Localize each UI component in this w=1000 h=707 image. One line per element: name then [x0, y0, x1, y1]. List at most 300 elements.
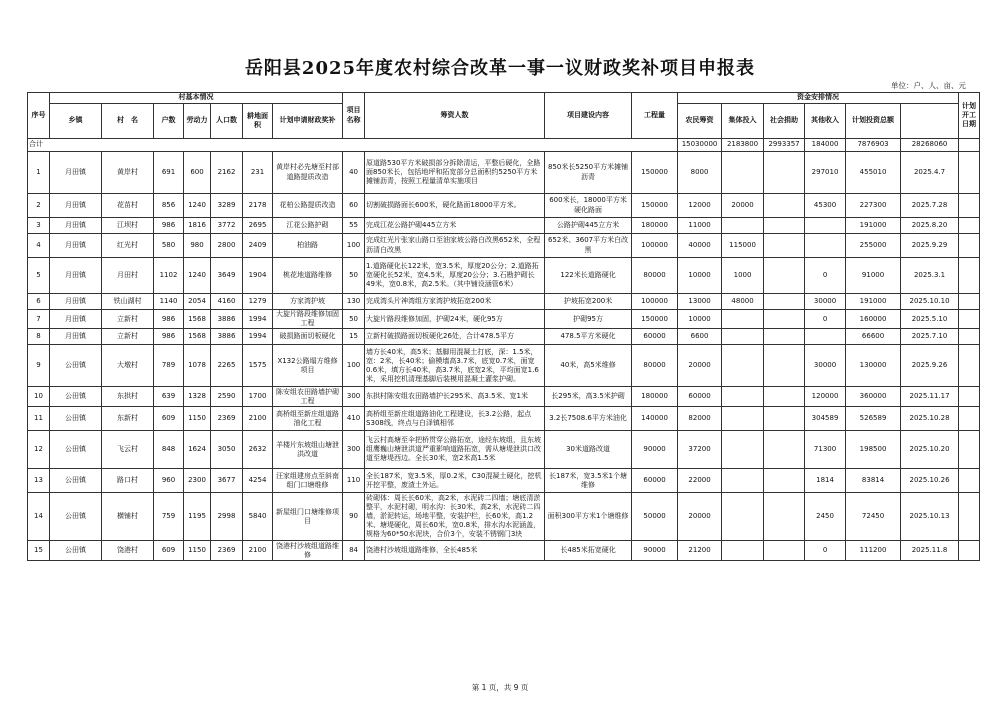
- cell-seq: 3: [28, 218, 50, 234]
- cell-labor: 1624: [184, 431, 211, 469]
- header-content: 项目建设内容: [545, 93, 632, 139]
- cell-farmland: 1904: [243, 258, 273, 294]
- unit-label: 单位：户、人、亩、元: [891, 81, 966, 90]
- cell-start-date: 2025.8.20: [901, 218, 959, 234]
- cell-plan-fiscal: 180000: [632, 218, 678, 234]
- cell-seq: 12: [28, 431, 50, 469]
- cell-collective: [722, 310, 764, 329]
- cell-seq: 10: [28, 387, 50, 407]
- cell-start-date: 2025.9.26: [901, 345, 959, 387]
- cell-village: 路口村: [102, 469, 154, 493]
- cell-farmland: 2695: [243, 218, 273, 234]
- cell-quantity: 478.5平方米硬化: [545, 329, 632, 345]
- cell-social: [764, 345, 805, 387]
- cell-project: 大旋片路段维修加固工程: [273, 310, 343, 329]
- header-collective: 集体投入: [722, 104, 764, 139]
- cell-plan-fiscal: 150000: [632, 310, 678, 329]
- cell-other: 71300: [805, 431, 846, 469]
- cell-town: 月田镇: [50, 258, 102, 294]
- cell-people: 40: [343, 152, 365, 194]
- header-village-basic: 村基本情况: [50, 93, 343, 104]
- cell-collective: [722, 329, 764, 345]
- cell-labor: 1328: [184, 387, 211, 407]
- cell-farmland: 1575: [243, 345, 273, 387]
- cell-farmer-raise: 11000: [678, 218, 722, 234]
- cell-village: 横铺村: [102, 493, 154, 541]
- cell-plan-fiscal: 80000: [632, 258, 678, 294]
- cell-plan-fiscal: 150000: [632, 152, 678, 194]
- cell-town: 月田镇: [50, 329, 102, 345]
- cell-other: 30000: [805, 345, 846, 387]
- cell-collective: [722, 152, 764, 194]
- cell-village: 飞云村: [102, 431, 154, 469]
- cell-start-date: 2025.4.7: [901, 152, 959, 194]
- header-village: 村 名: [102, 104, 154, 139]
- cell-project: 江花公路护砌: [273, 218, 343, 234]
- cell-seq: 5: [28, 258, 50, 294]
- table-row: [28, 194, 980, 218]
- cell-farmland: 4254: [243, 469, 273, 493]
- cell-quantity: 公路护砌445立方米: [545, 218, 632, 234]
- cell-population: 3649: [211, 258, 243, 294]
- cell-farmland: 1994: [243, 329, 273, 345]
- cell-farmer-raise: 21200: [678, 541, 722, 561]
- cell-labor: 980: [184, 234, 211, 258]
- cell-households: 986: [154, 218, 184, 234]
- cell-seq: 8: [28, 329, 50, 345]
- cell-content: 完成湾头片神湾组方家湾护坡拓宽200米: [365, 294, 545, 310]
- cell-labor: 1195: [184, 493, 211, 541]
- cell-start-date: 2025.3.1: [901, 258, 959, 294]
- table-row: [28, 294, 980, 310]
- cell-other: 30000: [805, 294, 846, 310]
- header-plan-fiscal: 计划申请财政奖补: [273, 104, 343, 139]
- cell-social: [764, 258, 805, 294]
- cell-total-invest: 83814: [846, 469, 901, 493]
- cell-households: 1102: [154, 258, 184, 294]
- cell-remark: [959, 469, 980, 493]
- cell-households: 609: [154, 541, 184, 561]
- cell-households: 856: [154, 194, 184, 218]
- cell-town: 月田镇: [50, 234, 102, 258]
- cell-population: 3772: [211, 218, 243, 234]
- cell-plan-fiscal: 60000: [632, 329, 678, 345]
- cell-labor: 1240: [184, 258, 211, 294]
- cell-content: 大旋片路段维修加固，护砌24米，硬化95方: [365, 310, 545, 329]
- cell-social: [764, 194, 805, 218]
- cell-plan-fiscal: 100000: [632, 234, 678, 258]
- cell-total-invest: 455010: [846, 152, 901, 194]
- cell-farmland: 2100: [243, 541, 273, 561]
- cell-seq: 4: [28, 234, 50, 258]
- cell-population: 2265: [211, 345, 243, 387]
- cell-social: [764, 431, 805, 469]
- cell-population: 4160: [211, 294, 243, 310]
- header-total-invest: 计划投资总额: [846, 104, 901, 139]
- cell-seq: 6: [28, 294, 50, 310]
- cell-village: 铁山湖村: [102, 294, 154, 310]
- table-row: [28, 407, 980, 431]
- cell-plan-fiscal: 180000: [632, 387, 678, 407]
- cell-town: 月田镇: [50, 294, 102, 310]
- cell-population: 2162: [211, 152, 243, 194]
- cell-collective: [722, 407, 764, 431]
- header-farmer-raise: 农民筹资: [678, 104, 722, 139]
- cell-people: 50: [343, 258, 365, 294]
- cell-town: 月田镇: [50, 194, 102, 218]
- cell-seq: 13: [28, 469, 50, 493]
- table-row: [28, 469, 980, 493]
- cell-farmland: 1279: [243, 294, 273, 310]
- cell-other: 0: [805, 310, 846, 329]
- cell-content: 切割破损路面长600米，硬化路面18000平方米。: [365, 194, 545, 218]
- header-labor: 劳动力: [184, 104, 211, 139]
- header-town: 乡镇: [50, 104, 102, 139]
- cell-total-invest: 111200: [846, 541, 901, 561]
- cell-total-invest: 91000: [846, 258, 901, 294]
- cell-labor: 600: [184, 152, 211, 194]
- cell-town: 公田镇: [50, 345, 102, 387]
- cell-farmland: 2409: [243, 234, 273, 258]
- cell-project: 柏油路: [273, 234, 343, 258]
- cell-village: 立新村: [102, 310, 154, 329]
- cell-seq: 11: [28, 407, 50, 431]
- cell-farmer-raise: 8000: [678, 152, 722, 194]
- cell-households: 986: [154, 329, 184, 345]
- cell-other: 0: [805, 541, 846, 561]
- cell-farmland: 2178: [243, 194, 273, 218]
- cell-project: 花柏公路提质改造: [273, 194, 343, 218]
- cell-people: 110: [343, 469, 365, 493]
- cell-town: 公田镇: [50, 541, 102, 561]
- cell-town: 月田镇: [50, 310, 102, 329]
- cell-people: 100: [343, 234, 365, 258]
- header-quantity: 工程量: [632, 93, 678, 139]
- cell-farmland: 1700: [243, 387, 273, 407]
- cell-start-date: 2025.11.17: [901, 387, 959, 407]
- total-label: 合计: [28, 139, 678, 152]
- cell-total-invest: 526589: [846, 407, 901, 431]
- cell-other: 297010: [805, 152, 846, 194]
- cell-content: 1.道路硬化长122米，宽3.5米，厚度20公分；2.道路拓宽硬化长52米，宽4.5米，厚度20公分；3.石勘护砌长49米，宽0.8米，高2.5米。（其中铺设涵管6米）: [365, 258, 545, 294]
- total-collective: 2993357: [764, 139, 805, 152]
- cell-population: 3886: [211, 310, 243, 329]
- cell-quantity: 850米长5250平方米摊铺沥青: [545, 152, 632, 194]
- header-start-date: 计划开工日期: [959, 93, 980, 139]
- cell-collective: 1000: [722, 258, 764, 294]
- cell-farmer-raise: 10000: [678, 310, 722, 329]
- cell-quantity: 护坡拓宽200米: [545, 294, 632, 310]
- cell-other: [805, 329, 846, 345]
- cell-seq: 14: [28, 493, 50, 541]
- cell-farmland: 1994: [243, 310, 273, 329]
- cell-households: 960: [154, 469, 184, 493]
- cell-population: 2998: [211, 493, 243, 541]
- total-plan-fiscal: 15030000: [678, 139, 722, 152]
- cell-start-date: 2025.10.26: [901, 469, 959, 493]
- cell-remark: [959, 218, 980, 234]
- cell-start-date: 2025.5.10: [901, 310, 959, 329]
- cell-people: 15: [343, 329, 365, 345]
- cell-farmer-raise: 10000: [678, 258, 722, 294]
- cell-village: 大墩村: [102, 345, 154, 387]
- cell-village: 花苗村: [102, 194, 154, 218]
- cell-farmer-raise: 20000: [678, 345, 722, 387]
- cell-remark: [959, 310, 980, 329]
- cell-remark: [959, 431, 980, 469]
- header-project-name: 项目名称: [343, 93, 365, 139]
- cell-plan-fiscal: 90000: [632, 541, 678, 561]
- cell-quantity: 长485米拓宽硬化: [545, 541, 632, 561]
- cell-content: 完成江花公路护砌445立方米: [365, 218, 545, 234]
- cell-village: 月田村: [102, 258, 154, 294]
- cell-remark: [959, 234, 980, 258]
- cell-people: 300: [343, 431, 365, 469]
- cell-labor: 2300: [184, 469, 211, 493]
- cell-plan-fiscal: 80000: [632, 345, 678, 387]
- cell-remark: [959, 258, 980, 294]
- cell-project: 方家湾护坡: [273, 294, 343, 310]
- cell-farmland: 5840: [243, 493, 273, 541]
- cell-village: 红光村: [102, 234, 154, 258]
- cell-start-date: 2025.11.8: [901, 541, 959, 561]
- cell-plan-fiscal: 100000: [632, 294, 678, 310]
- cell-population: 2590: [211, 387, 243, 407]
- cell-content: 完成红光片张家山路口至油家坡公路白改黑652米，全程沥清白改黑: [365, 234, 545, 258]
- cell-content: 飞云村高塘至伞把桥贯穿公路拓宽，途经东坡组，且东坡组鹰巍山塘泄洪道严重影响道路拓宽，需从塘堤泄洪口改道至塘堤西边。全长30米，宽2米高1.5米: [365, 431, 545, 469]
- cell-collective: [722, 469, 764, 493]
- cell-farmer-raise: 20000: [678, 493, 722, 541]
- cell-farmer-raise: 13000: [678, 294, 722, 310]
- header-population: 人口数: [211, 104, 243, 139]
- cell-town: 公田镇: [50, 469, 102, 493]
- cell-social: [764, 218, 805, 234]
- cell-town: 月田镇: [50, 152, 102, 194]
- cell-content: 原道路530平方米破损部分拆除清运，平整后硬化，全路面850米长，包括地坪和拓宽部分总面积约5250平方米摊铺沥青，按照工程量清单实施项目: [365, 152, 545, 194]
- cell-village: 东拱村: [102, 387, 154, 407]
- cell-households: 639: [154, 387, 184, 407]
- cell-town: 公田镇: [50, 387, 102, 407]
- cell-population: 3289: [211, 194, 243, 218]
- cell-people: 60: [343, 194, 365, 218]
- cell-seq: 2: [28, 194, 50, 218]
- cell-start-date: 2025.10.20: [901, 431, 959, 469]
- cell-total-invest: 191000: [846, 218, 901, 234]
- cell-people: 55: [343, 218, 365, 234]
- table-row: [28, 345, 980, 387]
- cell-people: 100: [343, 345, 365, 387]
- cell-remark: [959, 329, 980, 345]
- cell-households: 1140: [154, 294, 184, 310]
- cell-farmland: 2632: [243, 431, 273, 469]
- cell-content: 砖砌体：周长长60米，高2米，水泥砖二四墙；塘底清淤整平，水泥村砌，明水沟：长30米，高2米，水泥砖二四墙，淤泥转运，场地平整，安装护栏，长60米，高1.2米、塘堤硬化，周长60米，宽0.8米，排水沟水泥涵盖，规格为60*50水泥块，合价3个，安装不锈钢门3块: [365, 493, 545, 541]
- cell-quantity: 长187米，宽3.5米1个塘维修: [545, 469, 632, 493]
- cell-project: X132公路塌方维修项目: [273, 345, 343, 387]
- cell-total-invest: 360000: [846, 387, 901, 407]
- cell-total-invest: 160000: [846, 310, 901, 329]
- cell-remark: [959, 194, 980, 218]
- cell-plan-fiscal: 150000: [632, 194, 678, 218]
- cell-other: 120000: [805, 387, 846, 407]
- cell-seq: 15: [28, 541, 50, 561]
- project-table: [27, 92, 980, 561]
- cell-collective: [722, 431, 764, 469]
- header-farmland: 耕地面积: [243, 104, 273, 139]
- cell-households: 580: [154, 234, 184, 258]
- cell-labor: 1568: [184, 310, 211, 329]
- cell-content: 东拱村陈安组农田路墙护长295米、高3.5米、宽1米: [365, 387, 545, 407]
- cell-population: 3677: [211, 469, 243, 493]
- cell-remark: [959, 407, 980, 431]
- table-row: [28, 329, 980, 345]
- cell-social: [764, 234, 805, 258]
- cell-labor: 1150: [184, 407, 211, 431]
- cell-plan-fiscal: 140000: [632, 407, 678, 431]
- cell-collective: 115000: [722, 234, 764, 258]
- cell-other: 45300: [805, 194, 846, 218]
- cell-collective: 20000: [722, 194, 764, 218]
- cell-farmland: 2100: [243, 407, 273, 431]
- cell-project: 饶港村沙坡组道路维修: [273, 541, 343, 561]
- header-other: 其他收入: [805, 104, 846, 139]
- cell-village: 东新村: [102, 407, 154, 431]
- page-footer: 第 1 页，共 9 页: [471, 683, 529, 692]
- cell-farmland: 231: [243, 152, 273, 194]
- cell-start-date: 2025.9.29: [901, 234, 959, 258]
- cell-other: [805, 234, 846, 258]
- cell-social: [764, 541, 805, 561]
- cell-quantity: 652米、3607平方米白改黑: [545, 234, 632, 258]
- cell-labor: 1568: [184, 329, 211, 345]
- cell-social: [764, 469, 805, 493]
- cell-total-invest: 72450: [846, 493, 901, 541]
- total-row: [28, 139, 980, 152]
- cell-plan-fiscal: 90000: [632, 431, 678, 469]
- header-households: 户数: [154, 104, 184, 139]
- header-seq: 序号: [28, 93, 50, 139]
- cell-quantity: 面积300平方米1个塘维修: [545, 493, 632, 541]
- cell-village: 立新村: [102, 329, 154, 345]
- cell-quantity: 长295米，高3.5米护砌: [545, 387, 632, 407]
- cell-seq: 7: [28, 310, 50, 329]
- cell-social: [764, 294, 805, 310]
- cell-collective: [722, 541, 764, 561]
- cell-total-invest: 66600: [846, 329, 901, 345]
- cell-farmer-raise: 6600: [678, 329, 722, 345]
- cell-project: 汪家组建房点至斜南组门口塘维修: [273, 469, 343, 493]
- cell-seq: 9: [28, 345, 50, 387]
- cell-social: [764, 387, 805, 407]
- cell-population: 2800: [211, 234, 243, 258]
- cell-collective: [722, 493, 764, 541]
- table-row: [28, 258, 980, 294]
- table-row: [28, 234, 980, 258]
- cell-labor: 1150: [184, 541, 211, 561]
- cell-people: 410: [343, 407, 365, 431]
- cell-labor: 2054: [184, 294, 211, 310]
- cell-project: 羊楼片东坡组山塘泄洪改道: [273, 431, 343, 469]
- cell-content: 全长187米，宽3.5米，厚0.2米，C30混凝土硬化，挖机开挖平整，废渣土外运。: [365, 469, 545, 493]
- cell-project: 陈安组农田路墙护砌工程: [273, 387, 343, 407]
- cell-quantity: 护砌95方: [545, 310, 632, 329]
- cell-content: 墙方长40米，高5米；基脚用混凝土打底，深：1.5米，宽：2米，长40米；偷模墙高3.7米，底宽0.7米，面宽0.6米，填方长40米，高3.7米，底宽2米，平均面宽1.6米，采用挖机清理基脚后装模用混凝土灌浆护砌。: [365, 345, 545, 387]
- cell-population: 2369: [211, 541, 243, 561]
- cell-labor: 1078: [184, 345, 211, 387]
- cell-social: [764, 329, 805, 345]
- table-row: [28, 431, 980, 469]
- table-row: [28, 310, 980, 329]
- cell-remark: [959, 294, 980, 310]
- cell-social: [764, 152, 805, 194]
- cell-households: 609: [154, 407, 184, 431]
- cell-social: [764, 493, 805, 541]
- table-row: [28, 541, 980, 561]
- cell-farmer-raise: 12000: [678, 194, 722, 218]
- cell-project: 新屋组门口塘维修项目: [273, 493, 343, 541]
- cell-other: 304589: [805, 407, 846, 431]
- cell-people: 84: [343, 541, 365, 561]
- cell-people: 130: [343, 294, 365, 310]
- cell-start-date: 2025.10.13: [901, 493, 959, 541]
- cell-total-invest: 198500: [846, 431, 901, 469]
- cell-other: [805, 218, 846, 234]
- total-social: 184000: [805, 139, 846, 152]
- cell-remark: [959, 541, 980, 561]
- cell-farmer-raise: 82000: [678, 407, 722, 431]
- table-row: [28, 387, 980, 407]
- cell-people: 300: [343, 387, 365, 407]
- cell-collective: 48000: [722, 294, 764, 310]
- cell-project: 黄岸村必先塘至村部道路提质改造: [273, 152, 343, 194]
- cell-other: 2450: [805, 493, 846, 541]
- cell-project: 桃花地道路维修: [273, 258, 343, 294]
- cell-farmer-raise: 37200: [678, 431, 722, 469]
- cell-village: 饶港村: [102, 541, 154, 561]
- cell-households: 691: [154, 152, 184, 194]
- cell-labor: 1816: [184, 218, 211, 234]
- cell-households: 759: [154, 493, 184, 541]
- total-farmer-raise: 2183800: [722, 139, 764, 152]
- cell-project: 高桥组至新庄组道路油化工程: [273, 407, 343, 431]
- cell-farmer-raise: 22000: [678, 469, 722, 493]
- table-row: [28, 493, 980, 541]
- table-row: [28, 218, 980, 234]
- cell-collective: [722, 345, 764, 387]
- cell-farmer-raise: 40000: [678, 234, 722, 258]
- cell-quantity: 30米道路改道: [545, 431, 632, 469]
- cell-people: 50: [343, 310, 365, 329]
- cell-remark: [959, 345, 980, 387]
- cell-start-date: 2025.7.28: [901, 194, 959, 218]
- header-fund-arrangement: 资金安排情况: [678, 93, 959, 104]
- cell-quantity: 40米，高5米维修: [545, 345, 632, 387]
- cell-plan-fiscal: 60000: [632, 469, 678, 493]
- cell-households: 986: [154, 310, 184, 329]
- total-invest: 28268060: [901, 139, 959, 152]
- cell-start-date: 2025.10.10: [901, 294, 959, 310]
- cell-social: [764, 310, 805, 329]
- cell-total-invest: 130000: [846, 345, 901, 387]
- cell-remark: [959, 387, 980, 407]
- cell-start-date: 2025.7.10: [901, 329, 959, 345]
- cell-farmer-raise: 60000: [678, 387, 722, 407]
- cell-households: 848: [154, 431, 184, 469]
- cell-total-invest: 227300: [846, 194, 901, 218]
- cell-people: 90: [343, 493, 365, 541]
- table-row: [28, 152, 980, 194]
- cell-village: 黄岸村: [102, 152, 154, 194]
- cell-social: [764, 407, 805, 431]
